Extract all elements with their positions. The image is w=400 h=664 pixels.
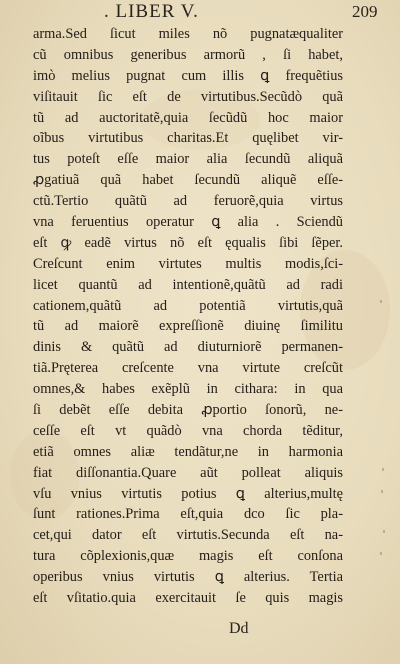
text-line: arma.Sed ſicut miles nõ pugnatæqualiter — [33, 26, 343, 42]
text-line: tiã.Pręterea creſcente vna virtute creſcũt — [33, 360, 343, 377]
text-line: oĩbus virtutibus charitas.Et quęlibet vir- — [33, 130, 343, 147]
text-line: imò melius pugnat cum illis ꝗ frequẽtius — [33, 67, 343, 84]
running-head: . LIBER V. — [104, 1, 199, 22]
text-line: cet,qui dator eſt virtutis.Secunda eſt na- — [33, 527, 343, 544]
text-line: operibus vnius virtutis ꝗ alterius. Tertia — [33, 569, 343, 586]
page-number: 209 — [352, 2, 378, 21]
text-line: ctũ.Tertio quãtũ ad feruorẽ,quia virtus — [33, 193, 343, 210]
bleed-through-mark — [382, 468, 384, 471]
text-line: licet quantũ ad intentionẽ,quãtũ ad radi — [33, 276, 343, 293]
page-header — [0, 0, 400, 24]
text-line: fiat diſſonantia.Quare aũt polleat aliquis — [33, 464, 343, 481]
signature-mark: Dd — [229, 620, 249, 637]
bleed-through-mark — [380, 552, 382, 555]
text-line: tura cõplexionis,quæ magis eſt conſona — [33, 548, 343, 565]
bleed-through-mark — [381, 490, 383, 493]
text-line: cationem,quãtũ ad potentiã virtutis,quã — [33, 297, 343, 314]
text-line: dinis & quãtũ ad diuturniorẽ permanen- — [33, 339, 343, 356]
text-line: etiã omnes aliæ tendãtur,ne in harmonia — [33, 443, 343, 460]
bleed-through-mark — [380, 300, 382, 303]
text-line: cũ omnibus generibus armorũ , ſi habet, — [33, 46, 343, 63]
text-line: tus poteſt eſſe maior alia ſecundũ aliquã — [33, 151, 343, 168]
text-line: eſt vſitatio.quia exercitauit ſe quis magis — [33, 590, 343, 607]
text-line: tũ ad auctoritatẽ,quia ſecũdũ hoc maior — [33, 109, 343, 126]
text-line: eſt ꝙ eadẽ virtus nõ eſt ęqualis ſibi ſẽper. — [33, 234, 343, 251]
bleed-through-mark — [383, 530, 385, 533]
text-line: ſi debẽt eſſe debita ꝓportio ſonorũ, ne- — [33, 402, 343, 419]
text-line: viſitauit ſic eſt de virtutibus.Secũdò quã — [33, 88, 343, 105]
text-line: ꝓgatiuã quã habet ſecundũ aliquẽ eſſe- — [33, 172, 343, 189]
text-line: Creſcunt enim virtutes multis modis,ſci- — [33, 255, 343, 272]
text-line: tũ ad maiorẽ expreſſionẽ diuinę ſimilitu — [33, 318, 343, 335]
text-line: vna feruentius operatur ꝗ alia . Sciendũ — [33, 214, 343, 231]
text-line: omnes,& habes exẽplũ in cithara: in qua — [33, 381, 343, 398]
text-line: ſunt rationes.Prima eſt,quia dco ſic pla- — [33, 506, 343, 523]
text-line: ceſſe eſt vt quãdò vna chorda tẽditur, — [33, 422, 343, 439]
text-block — [33, 24, 343, 609]
text-line: vſu vnius virtutis potius ꝗ alterius,multę — [33, 485, 343, 502]
